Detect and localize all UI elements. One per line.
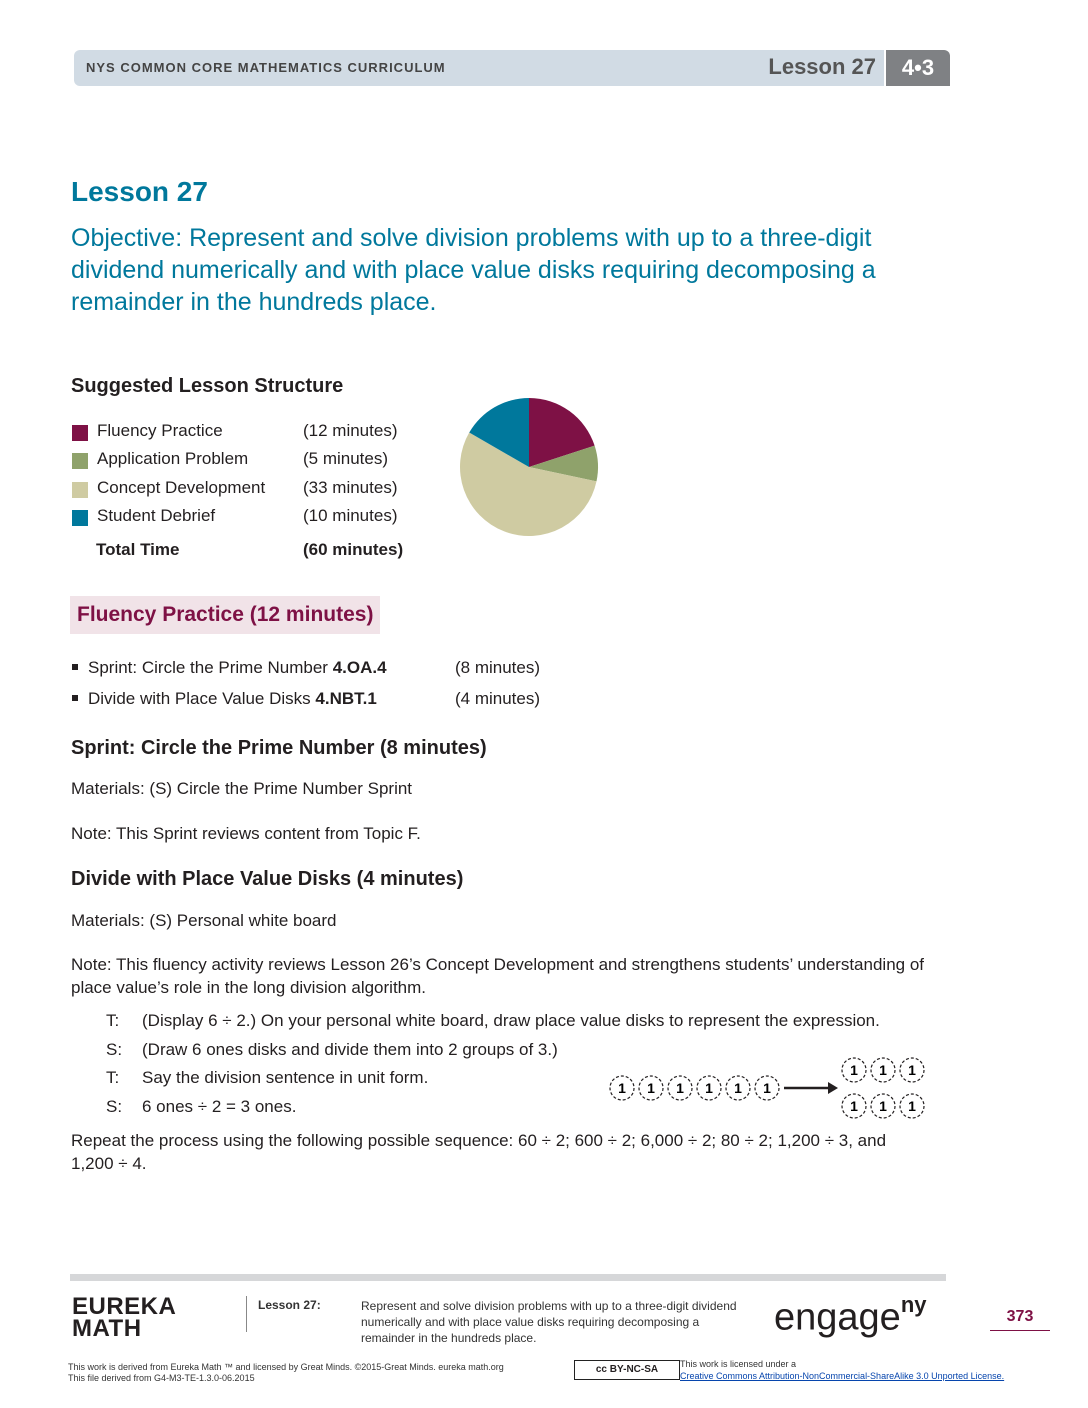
- total-time-value: (60 minutes): [303, 540, 404, 559]
- lesson-structure-pie-chart: [456, 394, 602, 540]
- bullet-icon: [72, 664, 78, 670]
- fluency-item-text: Divide with Place Value Disks: [88, 689, 316, 708]
- standard-code: 4.OA.4: [332, 658, 387, 677]
- legend-swatch: [72, 453, 88, 469]
- disk-label: 1: [647, 1080, 655, 1096]
- bullet-icon: [72, 695, 78, 701]
- legend-label: Student Debrief: [97, 506, 216, 525]
- dialogue-line: Say the division sentence in unit form.: [142, 1068, 429, 1087]
- curriculum-title: NYS COMMON CORE MATHEMATICS CURRICULUM: [86, 60, 446, 75]
- footer-rule: [70, 1274, 946, 1281]
- disk-label: 1: [763, 1080, 771, 1096]
- divide-materials: Materials: (S) Personal white board: [71, 911, 337, 930]
- dialogue-line: (Display 6 ÷ 2.) On your personal white board, draw place value disks to represent the expression.: [142, 1011, 880, 1030]
- legend-swatch: [72, 425, 88, 441]
- legal-line: This file derived from G4-M3-TE-1.3.0-06.2015: [68, 1373, 255, 1383]
- logo-line: MATH: [72, 1315, 142, 1342]
- license-line: This work is licensed under a: [680, 1359, 797, 1369]
- sprint-materials: Materials: (S) Circle the Prime Number Sprint: [71, 779, 413, 798]
- module-badge: 4•3: [886, 50, 950, 86]
- total-time-label: Total Time: [96, 540, 180, 559]
- fluency-item-minutes: (4 minutes): [455, 689, 541, 708]
- footer-lesson-label: Lesson 27:: [258, 1298, 321, 1312]
- disk-label: 1: [879, 1062, 887, 1078]
- dialogue-speaker: T:: [106, 1068, 120, 1087]
- repeat-instructions: Repeat the process using the following possible sequence: 60 ÷ 2; 600 ÷ 2; 6,000 ÷ 2; 80 ÷ 2; 1,200 ÷ 3, and 1,200 ÷ 4.: [71, 1131, 887, 1173]
- legend-minutes: (33 minutes): [303, 478, 398, 497]
- header-bar: [74, 50, 884, 86]
- structure-heading: Suggested Lesson Structure: [71, 375, 344, 397]
- disk-label: 1: [705, 1080, 713, 1096]
- standard-code: 4.NBT.1: [315, 689, 377, 708]
- header-lesson: Lesson 27: [768, 54, 876, 79]
- logo-superscript: ny: [900, 1292, 927, 1317]
- logo-line: EUREKA: [72, 1293, 177, 1320]
- legend-label: Application Problem: [97, 449, 249, 468]
- page-number: 373: [990, 1308, 1050, 1331]
- legend-minutes: (10 minutes): [303, 506, 398, 525]
- legend-label: Concept Development: [97, 478, 266, 497]
- disk-label: 1: [879, 1098, 887, 1114]
- legend-minutes: (5 minutes): [303, 449, 389, 468]
- eureka-math-logo: [72, 1293, 177, 1342]
- fluency-item-minutes: (8 minutes): [455, 658, 541, 677]
- dialogue-line: 6 ones ÷ 2 = 3 ones.: [142, 1097, 297, 1116]
- license-text: [680, 1358, 1004, 1382]
- engageny-logo: [774, 1292, 927, 1340]
- sprint-heading: Sprint: Circle the Prime Number (8 minutes): [71, 737, 487, 759]
- fluency-item-text: Sprint: Circle the Prime Number: [88, 658, 333, 677]
- legend-label: Fluency Practice: [97, 421, 223, 440]
- disk-label: 1: [908, 1062, 916, 1078]
- page-header: [74, 50, 950, 86]
- logo-text: engage: [774, 1296, 901, 1339]
- fluency-heading: Fluency Practice (12 minutes): [70, 596, 380, 634]
- fluency-item-sprint: [72, 658, 387, 678]
- cc-license-badge: cc BY-NC-SA: [574, 1360, 680, 1380]
- disk-label: 1: [676, 1080, 684, 1096]
- arrow-icon: [828, 1082, 838, 1094]
- legend-swatch: [72, 510, 88, 526]
- ones-disks: [610, 1058, 924, 1118]
- place-value-disks-diagram: [606, 1056, 932, 1122]
- sprint-note: Note: This Sprint reviews content from Topic F.: [71, 824, 421, 843]
- disk-label: 1: [850, 1062, 858, 1078]
- legal-text: [68, 1362, 504, 1384]
- dialogue-speaker: S:: [106, 1040, 123, 1059]
- disk-label: 1: [850, 1098, 858, 1114]
- divide-heading: Divide with Place Value Disks (4 minutes): [71, 868, 464, 890]
- disk-label: 1: [908, 1098, 916, 1114]
- page-title: Lesson 27: [71, 176, 208, 207]
- dialogue-speaker: T:: [106, 1011, 120, 1030]
- legend-swatch: [72, 482, 88, 498]
- divide-note: Note: This fluency activity reviews Lesson 26’s Concept Development and strengthens students’ understanding of place value’s role in the long division algorithm.: [71, 955, 925, 997]
- dialogue-speaker: S:: [106, 1097, 123, 1116]
- dialogue-line: (Draw 6 ones disks and divide them into 2 groups of 3.): [142, 1040, 558, 1059]
- footer-divider: [246, 1296, 247, 1332]
- legal-line: This work is derived from Eureka Math ™ and licensed by Great Minds. ©2015-Great Minds. eureka math.org: [68, 1362, 504, 1372]
- footer-lesson-description: Represent and solve division problems with up to a three-digit dividend numerically and with place value disks requiring decomposing a remainder in the hundreds place.: [361, 1299, 737, 1345]
- disk-label: 1: [734, 1080, 742, 1096]
- disk-label: 1: [618, 1080, 626, 1096]
- fluency-item-disks: [72, 689, 377, 709]
- objective: Objective: Represent and solve division problems with up to a three-digit dividend numerically and with place value disks requiring decomposing a remainder in the hundreds place.: [71, 224, 876, 316]
- legend-minutes: (12 minutes): [303, 421, 398, 440]
- license-link[interactable]: Creative Commons Attribution-NonCommercial-ShareAlike 3.0 Unported License.: [680, 1371, 1005, 1381]
